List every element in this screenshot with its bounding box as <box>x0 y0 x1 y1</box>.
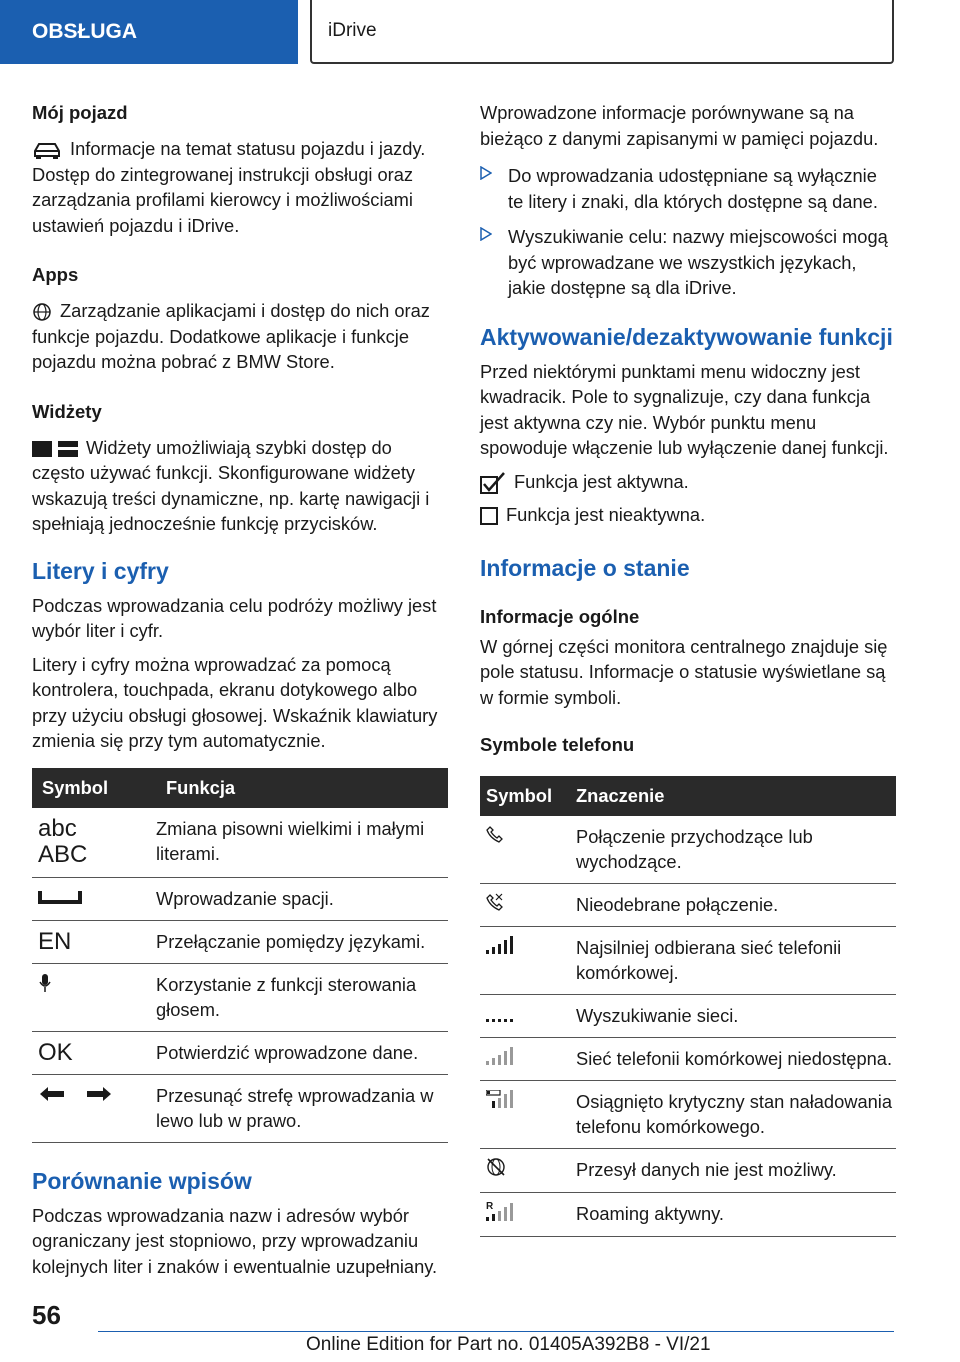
language-symbol: EN <box>32 920 156 963</box>
signal-full-cell <box>480 927 576 995</box>
no-network-cell <box>480 1038 576 1081</box>
widgets-icon <box>32 441 78 457</box>
voice-symbol-cell <box>32 963 156 1031</box>
signal-full-icon <box>486 936 514 954</box>
aktywowanie-text: Przed niektórymi punktami menu widoczny jest kwadracik. Pole to sygnalizuje, czy dana funkcja jest aktywna czy nie. Wybór punktu menu spowoduje włączenie lub wyłączenie danej funkcji. <box>480 360 889 458</box>
searching-cell <box>480 995 576 1038</box>
bullet-text: Wyszukiwanie celu: nazwy miejscowości mogą być wprowadzane we wszystkich językach, jakie dostępne są dla iDrive. <box>508 226 888 298</box>
row-text: Wprowadzanie spacji. <box>156 877 448 920</box>
stan-text: W górnej części monitora centralnego znajduje się pole statusu. Informacje o statusie wyświetlane są w formie symboli. <box>480 635 888 708</box>
compare-intro: Wprowadzone informacje porównywane są na bieżąco z danymi zapisanymi w pamięci pojazdu. <box>480 102 879 149</box>
apps-body: Zarządzanie aplikacjami i dostęp do nich oraz funkcje pojazdu. Dodatkowe aplikacje i funkcje pojazdu można pobrać z BMW Store. <box>32 300 430 372</box>
missed-call-symbol-cell <box>480 884 576 927</box>
lowercase-abc: abc <box>38 814 77 842</box>
list-item <box>480 224 896 301</box>
table-row <box>480 927 896 995</box>
row-text: Roaming aktywny. <box>576 1193 896 1237</box>
moj-pojazd-text <box>32 136 448 238</box>
widgety-heading: Widżety <box>32 400 102 422</box>
porownanie-text: Podczas wprowadzania nazw i adresów wybór ograniczany jest stopniowo, przy wprowadzaniu kolejnych liter i znaków i ewentualnie uzupełniany. <box>32 1204 438 1277</box>
litery-p1: Podczas wprowadzania celu podróży możliwy jest wybór liter i cyfr. <box>32 594 437 641</box>
letters-table <box>32 768 448 1143</box>
table-row <box>480 1149 896 1193</box>
arrows-symbol-cell <box>32 1074 156 1142</box>
table-row <box>480 1193 896 1237</box>
case-symbol <box>32 808 156 878</box>
battery-low-cell <box>480 1081 576 1149</box>
table-row <box>32 1074 448 1142</box>
list-item <box>480 163 896 214</box>
footer-edition: Online Edition for Part no. 01405A392B8 - VI/21 <box>306 1334 711 1355</box>
row-text: Potwierdzić wprowadzone dane. <box>156 1031 448 1074</box>
triangle-bullet-icon <box>480 166 492 180</box>
arrow-right-icon <box>85 1086 113 1102</box>
row-text: Zmiana pisowni wielkimi i małymi literami. <box>156 808 448 878</box>
footer-rule <box>98 1331 894 1332</box>
row-text: Przełączanie pomiędzy językami. <box>156 920 448 963</box>
active-line <box>480 469 896 495</box>
row-text: Korzystanie z funkcji sterowania głosem. <box>156 963 448 1031</box>
table-row <box>32 1031 448 1074</box>
no-data-cell <box>480 1149 576 1193</box>
phone-symbols-table <box>480 776 896 1237</box>
data-transfer-blocked-icon <box>486 1157 506 1177</box>
missed-call-icon <box>486 893 504 911</box>
litery-heading: Litery i cyfry <box>32 557 169 584</box>
stan-subheading: Informacje ogólne <box>480 605 640 627</box>
roaming-cell <box>480 1193 576 1237</box>
roaming-icon <box>486 1201 514 1221</box>
phone-symbols-heading: Symbole telefonu <box>480 734 635 755</box>
col-symbol: Symbol <box>32 768 156 808</box>
porownanie-heading: Porównanie wpisów <box>32 1167 252 1194</box>
row-text: Przesył danych nie jest możliwy. <box>576 1149 896 1193</box>
left-column <box>32 100 448 1287</box>
col-funkcja: Funkcja <box>156 768 448 808</box>
litery-p2: Litery i cyfry można wprowadzać za pomocą kontrolera, touchpada, ekranu dotykowego albo przy użyciu obsługi głosowej. Wskaźnik klawiatury zmienia się przy tym automatycznie. <box>32 653 438 751</box>
chapter-title: iDrive <box>310 0 894 64</box>
stan-heading: Informacje o stanie <box>480 554 690 581</box>
phone-handset-icon <box>486 825 504 843</box>
uppercase-abc: ABC <box>38 840 88 868</box>
car-icon <box>32 141 62 159</box>
col-znaczenie: Znaczenie <box>576 776 896 816</box>
aktywowanie-heading: Aktywowanie/dezaktywowanie funkcji <box>480 323 893 350</box>
table-row <box>480 1081 896 1149</box>
apps-heading: Apps <box>32 264 79 285</box>
row-text: Wyszukiwanie sieci. <box>576 995 896 1038</box>
table-row <box>32 920 448 963</box>
space-icon <box>38 887 82 905</box>
table-row <box>480 884 896 927</box>
ok-symbol: OK <box>32 1031 156 1074</box>
table-row <box>32 808 448 878</box>
row-text: Sieć telefonii komórkowej niedostępna. <box>576 1038 896 1081</box>
apps-text <box>32 298 448 375</box>
widgety-body: Widżety umożliwiają szybki dostęp do często używać funkcji. Skonfigurowane widżety wskazują treści dynamiczne, np. kartę nawigacji i spełniają jednocześnie funkcję przycisków. <box>32 436 430 534</box>
row-text: Połączenie przychodzące lub wychodzące. <box>576 816 896 884</box>
svg-text:R: R <box>486 1201 494 1212</box>
table-row <box>32 877 448 920</box>
row-text: Przesunąć strefę wprowadzania w lewo lub w prawo. <box>156 1074 448 1142</box>
page-number: 56 <box>32 1300 61 1330</box>
table-row <box>32 963 448 1031</box>
microphone-icon <box>38 972 52 994</box>
moj-pojazd-body: Informacje na temat statusu pojazdu i jazdy. Dostęp do zintegrowanej instrukcji obsługi oraz zarządzania profilami kierowcy i możliwościami ustawień pojazdu i iDrive. <box>32 138 426 236</box>
row-text: Osiągnięto krytyczny stan naładowania telefonu komórkowego. <box>576 1081 896 1149</box>
right-column <box>480 100 896 1237</box>
apps-globe-icon <box>32 302 52 322</box>
widgety-text <box>32 435 448 537</box>
call-symbol-cell <box>480 816 576 884</box>
arrow-left-icon <box>38 1086 66 1102</box>
checkbox-empty-icon <box>480 507 498 525</box>
moj-pojazd-heading: Mój pojazd <box>32 102 128 123</box>
inactive-line <box>480 502 896 528</box>
checkbox-checked-icon <box>480 472 506 494</box>
row-text: Nieodebrane połączenie. <box>576 884 896 927</box>
signal-unavailable-icon <box>486 1047 514 1065</box>
active-text: Funkcja jest aktywna. <box>514 470 689 492</box>
col-symbol: Symbol <box>480 776 576 816</box>
table-row <box>480 995 896 1038</box>
triangle-bullet-icon <box>480 227 492 241</box>
table-row <box>480 816 896 884</box>
row-text: Najsilniej odbierana sieć telefonii komórkowej. <box>576 927 896 995</box>
network-search-icon <box>486 1004 514 1022</box>
bullet-text: Do wprowadzania udostępniane są wyłącznie te litery i znaki, dla których dostępne są dane. <box>508 165 878 212</box>
table-row <box>480 1038 896 1081</box>
section-tab: OBSŁUGA <box>0 0 298 64</box>
space-symbol-cell <box>32 877 156 920</box>
inactive-text: Funkcja jest nieaktywna. <box>506 504 706 525</box>
battery-critical-icon <box>486 1090 514 1108</box>
